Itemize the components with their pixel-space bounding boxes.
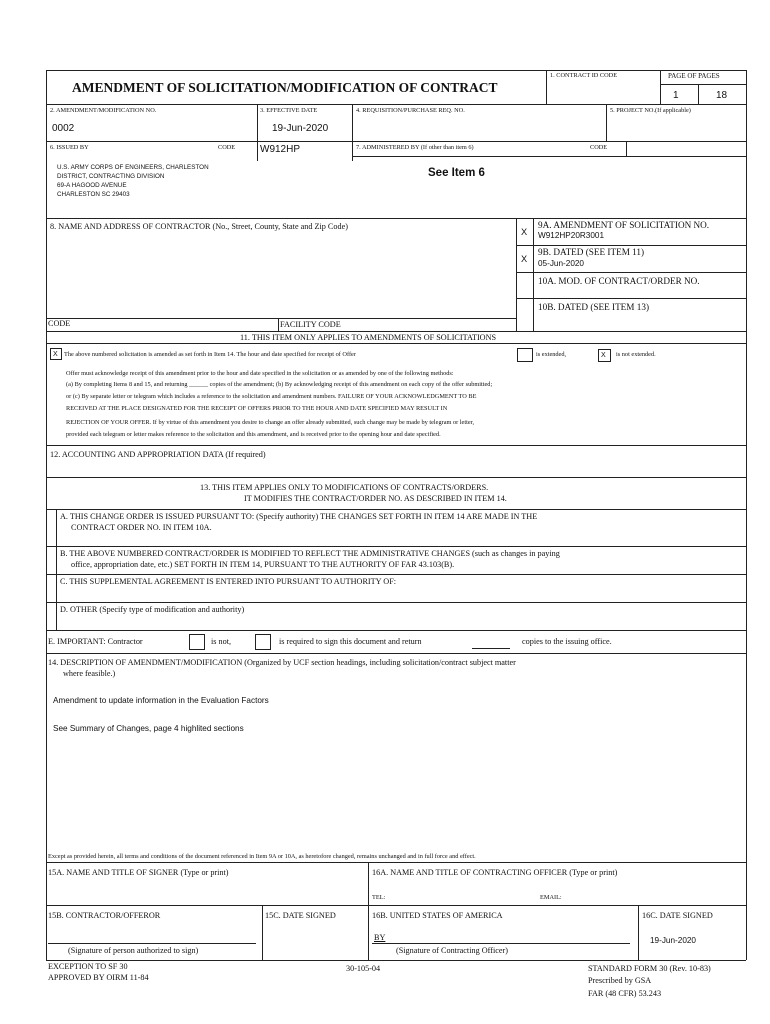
see-item-note: See Item 6 <box>428 167 485 179</box>
contractor-offeror-label: 15B. CONTRACTOR/OFFEROR <box>48 911 161 920</box>
item13d-text: D. OTHER (Specify type of modification and authority) <box>60 605 245 614</box>
officer-signature-caption: (Signature of Contracting Officer) <box>396 946 508 955</box>
item11-line: REJECTION OF YOUR OFFER. If by virtue of this amendment you desire to change an offer already submitted, such change may be made by telegram or letter, <box>66 419 475 426</box>
amended-text: The above numbered solicitation is amended as set forth in Item 14. The hour and date specified for receipt of Offer <box>64 351 356 358</box>
item11-line: Offer must acknowledge receipt of this amendment prior to the hour and date specified in the solicitation or as amended by one of the following methods: <box>66 370 454 377</box>
10a-label: 10A. MOD. OF CONTRACT/ORDER NO. <box>538 276 700 286</box>
requisition-label: 4. REQUISITION/PURCHASE REQ. NO. <box>356 107 465 114</box>
not-extended-label: is not extended. <box>616 351 656 358</box>
description-line: See Summary of Changes, page 4 highlited sections <box>53 724 244 733</box>
item13c-text: C. THIS SUPPLEMENTAL AGREEMENT IS ENTERED INTO PURSUANT TO AUTHORITY OF: <box>60 577 397 586</box>
10b-label: 10B. DATED (SEE ITEM 13) <box>538 302 650 312</box>
item13b-text-2: office, appropriation date, etc.) SET FORTH IN ITEM 14, PURSUANT TO THE AUTHORITY OF FAR 43.103(B). <box>71 560 455 569</box>
standard-form-label: STANDARD FORM 30 (Rev. 10-83) <box>588 964 711 973</box>
issued-code-label: CODE <box>218 144 236 151</box>
page-of-pages-label: PAGE OF PAGES <box>668 72 720 80</box>
facility-code-label: FACILITY CODE <box>280 320 341 329</box>
exception-note: EXCEPTION TO SF 30 <box>48 962 128 971</box>
important-label: E. IMPORTANT: Contractor <box>48 637 143 646</box>
9a-checkbox[interactable]: X <box>521 227 528 237</box>
9b-date: 05-Jun-2020 <box>538 259 584 268</box>
amendment-no: 0002 <box>52 123 75 134</box>
item11-line: or (c) By separate letter or telegram which includes a reference to the solicitation and amendment numbers. FAILURE OF YOUR ACKNOWLEDGMENT TO BE <box>66 393 477 400</box>
item11-line: RECEIVED AT THE PLACE DESIGNATED FOR THE RECEIPT OF OFFERS PRIOR TO THE HOUR AND DATE SPECIFIED MAY RESULT IN <box>66 405 448 412</box>
is-required-checkbox[interactable] <box>255 634 271 650</box>
issuer-address-line: 69-A HAGOOD AVENUE <box>57 182 127 189</box>
issuer-address-line: U.S. ARMY CORPS OF ENGINEERS, CHARLESTON <box>57 164 209 171</box>
contractor-date-label: 15C. DATE SIGNED <box>265 911 336 920</box>
amended-checkbox[interactable]: X <box>50 348 62 360</box>
description-line: Amendment to update information in the Evaluation Factors <box>53 696 269 705</box>
by-label: BY <box>374 933 386 942</box>
form-title: AMENDMENT OF SOLICITATION/MODIFICATION OF CONTRACT <box>72 80 498 95</box>
copies-label: copies to the issuing office. <box>522 637 612 646</box>
extended-label: is extended, <box>536 351 567 358</box>
item13a-text-2: CONTRACT ORDER NO. IN ITEM 10A. <box>71 523 212 532</box>
amendment-no-label: 2. AMENDMENT/MODIFICATION NO. <box>50 107 157 114</box>
item11-line: provided each telegram or letter makes reference to the solicitation and this amendment, and is received prior to the opening hour and date specified. <box>66 431 441 438</box>
9a-label: 9A. AMENDMENT OF SOLICITATION NO. <box>538 220 710 230</box>
description-label: 14. DESCRIPTION OF AMENDMENT/MODIFICATION (Organized by UCF section headings, including solicitation/contract subject matter <box>48 658 516 667</box>
form-number: 30-105-04 <box>346 964 381 973</box>
extended-checkbox[interactable] <box>517 348 533 362</box>
officer-name-label: 16A. NAME AND TITLE OF CONTRACTING OFFICER (Type or print) <box>372 868 618 877</box>
issuer-address-line: CHARLESTON SC 29403 <box>57 191 130 198</box>
issuer-code: W912HP <box>260 144 301 155</box>
project-no-label: 5. PROJECT NO.(If applicable) <box>610 107 691 114</box>
is-not-label: is not, <box>211 637 232 646</box>
9b-label: 9B. DATED (SEE ITEM 11) <box>538 247 645 257</box>
item13a-text: A. THIS CHANGE ORDER IS ISSUED PURSUANT TO: (Specify authority) THE CHANGES SET FORTH IN ITEM 14 ARE MADE IN THE <box>60 512 538 521</box>
item13b-text: B. THE ABOVE NUMBERED CONTRACT/ORDER IS MODIFIED TO REFLECT THE ADMINISTRATIVE CHANGES (such as changes in paying <box>60 549 560 558</box>
is-not-checkbox[interactable] <box>189 634 205 650</box>
item11-title: 11. THIS ITEM ONLY APPLIES TO AMENDMENTS OF SOLICITATIONS <box>240 333 497 342</box>
prescribed-by: Prescribed by GSA <box>588 976 652 985</box>
is-required-label: is required to sign this document and return <box>279 637 422 646</box>
officer-date-label: 16C. DATE SIGNED <box>642 911 713 920</box>
item13-subtitle: IT MODIFIES THE CONTRACT/ORDER NO. AS DESCRIBED IN ITEM 14. <box>244 494 507 503</box>
not-extended-checkbox[interactable]: X <box>598 349 611 362</box>
description-label-2: where feasible.) <box>63 669 116 678</box>
effective-date: 19-Jun-2020 <box>272 123 329 134</box>
page-number: 1 <box>673 90 679 101</box>
9b-checkbox[interactable]: X <box>521 254 528 264</box>
effective-date-label: 3. EFFECTIVE DATE <box>260 107 318 114</box>
item13-title: 13. THIS ITEM APPLIES ONLY TO MODIFICATIONS OF CONTRACTS/ORDERS. <box>200 483 489 492</box>
except-statement: Except as provided herein, all terms and conditions of the document referenced in Item 9A or 10A, as heretofore changed, remains unchanged and in full force and effect. <box>48 853 476 860</box>
far-reference: FAR (48 CFR) 53.243 <box>588 989 662 998</box>
issued-by-label: 6. ISSUED BY <box>50 144 89 151</box>
approved-note: APPROVED BY OIRM 11-84 <box>48 973 149 982</box>
solicitation-number: W912HP20R3001 <box>538 231 604 240</box>
signer-name-label: 15A. NAME AND TITLE OF SIGNER (Type or print) <box>48 868 229 877</box>
accounting-label: 12. ACCOUNTING AND APPROPRIATION DATA (If required) <box>50 450 266 459</box>
admin-code-label: CODE <box>590 144 608 151</box>
administered-by-label: 7. ADMINISTERED BY (If other than item 6) <box>356 144 474 151</box>
contractor-signature-caption: (Signature of person authorized to sign) <box>68 946 199 955</box>
total-pages: 18 <box>716 90 728 101</box>
email-label: EMAIL: <box>540 894 562 901</box>
officer-date: 19-Jun-2020 <box>650 936 696 945</box>
item11-line: (a) By completing Items 8 and 15, and returning ______ copies of the amendment; (b) By acknowledging receipt of this amendment on each copy of the offer submitted; <box>66 381 493 388</box>
contractor-label: 8. NAME AND ADDRESS OF CONTRACTOR (No., Street, County, State and Zip Code) <box>50 222 348 231</box>
issuer-address-line: DISTRICT, CONTRACTING DIVISION <box>57 173 165 180</box>
united-states-label: 16B. UNITED STATES OF AMERICA <box>372 911 503 920</box>
contractor-code-label: CODE <box>48 319 71 328</box>
contract-id-label: 1. CONTRACT ID CODE <box>550 72 618 79</box>
tel-label: TEL: <box>372 894 386 901</box>
